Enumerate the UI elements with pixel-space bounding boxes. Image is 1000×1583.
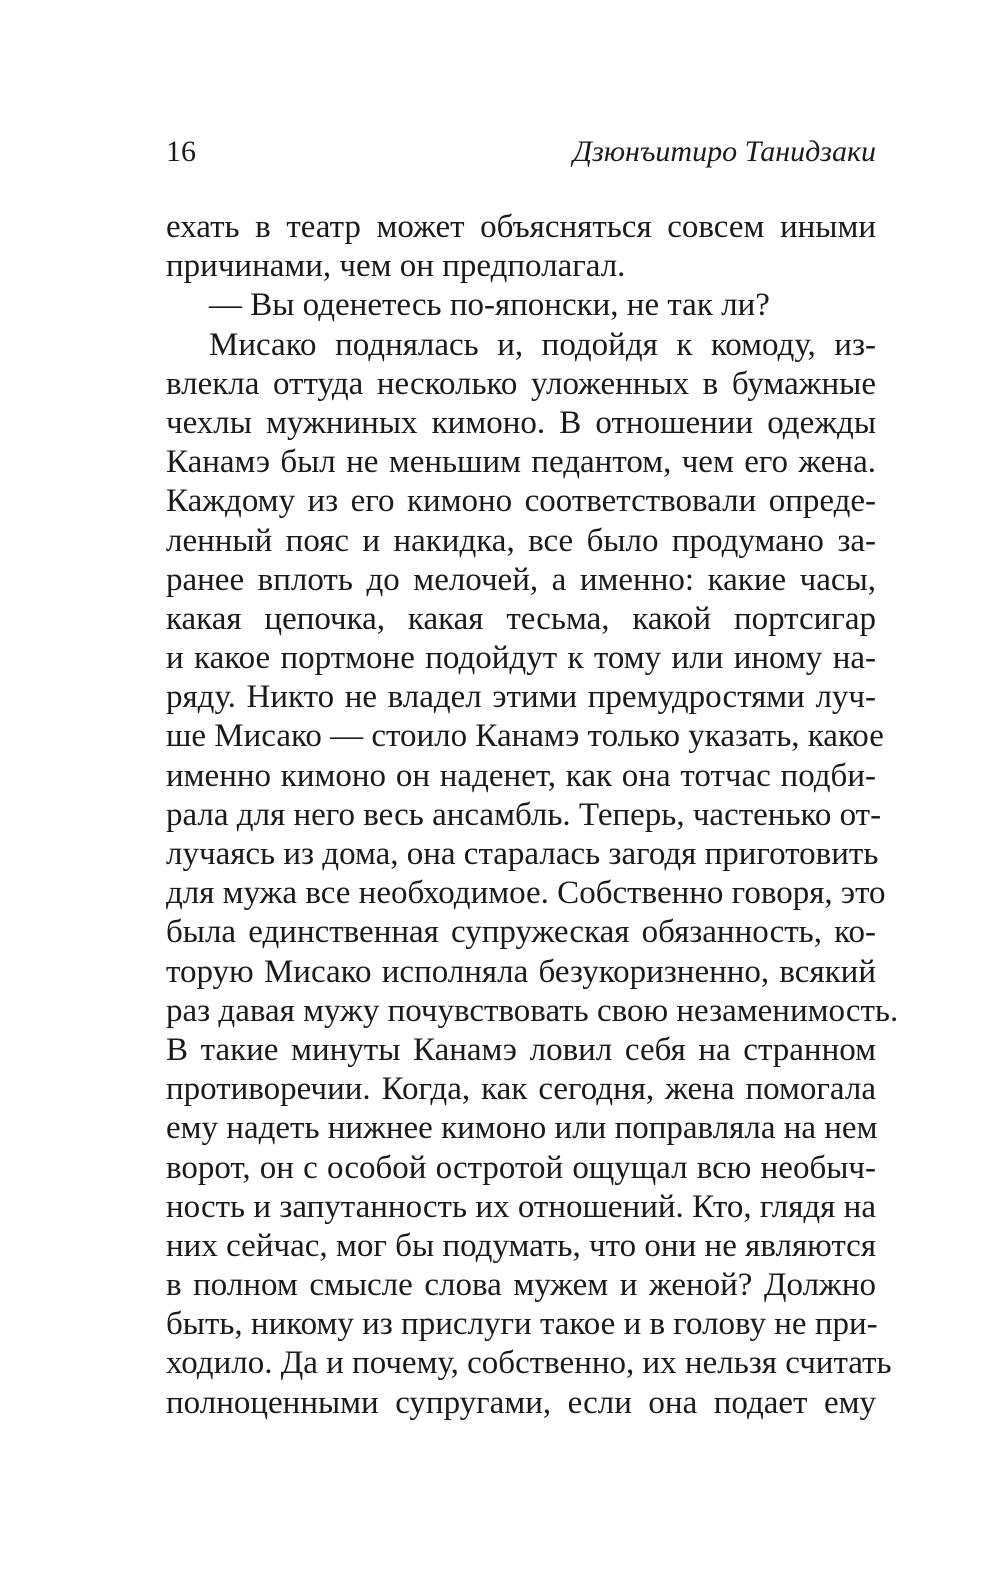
text-line: для мужа все необходимое. Собственно говоря, это <box>166 875 886 912</box>
text-line: ше Мисако — стоило Канамэ только указать, какое <box>166 718 884 755</box>
text-line: ранее вплоть до мелочей, а именно: какие часы, <box>166 561 876 598</box>
text-line: ему надеть нижнее кимоно или поправляла на нем <box>166 1110 878 1147</box>
text-line: полноценными супругами, если она подает ему <box>166 1384 876 1421</box>
text-line: ность и запутанность их отношений. Кто, глядя на <box>166 1188 876 1225</box>
text-line: Канамэ был не меньшим педантом, чем его жена. <box>166 444 876 481</box>
text-line: влекла оттуда несколько уложенных в бумажные <box>166 365 876 402</box>
text-line: лучаясь из дома, она старалась загодя приготовить <box>166 836 879 872</box>
text-line: Мисако поднялась и, подойдя к комоду, из- <box>209 326 876 363</box>
text-line: именно кимоно он наденет, как она тотчас подби- <box>166 757 876 794</box>
page-number: 16 <box>166 135 196 168</box>
text-line: рала для него весь ансамбль. Теперь, частенько от- <box>166 796 882 833</box>
text-line: Каждому из его кимоно соответствовали опреде- <box>166 483 876 520</box>
text-line: раз давая мужу почувствовать свою незаменимость. <box>166 992 899 1029</box>
text-line: была единственная супружеская обязанность, ко- <box>166 914 876 951</box>
text-line: них сейчас, мог бы подумать, что они не являются <box>166 1227 876 1264</box>
text-line: В такие минуты Канамэ ловил себя на странном <box>166 1031 876 1068</box>
text-line: и какое портмоне подойдут к тому или иному на- <box>166 640 876 677</box>
body-text <box>166 208 899 1423</box>
text-line: чехлы мужниных кимоно. В отношении одежды <box>166 404 876 441</box>
text-line: противоречии. Когда, как сегодня, жена помогала <box>166 1071 876 1108</box>
text-line: ворот, он с особой остротой ощущал всю необыч- <box>166 1149 876 1186</box>
text-line: причинами, чем он предполагал. <box>166 248 626 285</box>
running-head-author: Дзюнъитиро Танидзаки <box>573 135 876 168</box>
text-line: какая цепочка, какая тесьма, какой портсигар <box>166 600 876 637</box>
running-head <box>166 132 876 172</box>
text-line: ряду. Никто не владел этими премудростями луч- <box>166 679 876 716</box>
text-line: — Вы оденетесь по-японски, не так ли? <box>209 287 770 324</box>
text-line: быть, никому из прислуги такое и в голову не при- <box>166 1306 878 1343</box>
text-line: ехать в театр может объясняться совсем иными <box>166 209 876 245</box>
text-line: ленный пояс и накидка, все было продумано за- <box>166 522 876 559</box>
text-line: ходило. Да и почему, собственно, их нельзя считать <box>166 1345 892 1382</box>
text-line: торую Мисако исполняла безукоризненно, всякий <box>166 953 876 990</box>
text-line: в полном смысле слова мужем и женой? Должно <box>166 1267 876 1304</box>
